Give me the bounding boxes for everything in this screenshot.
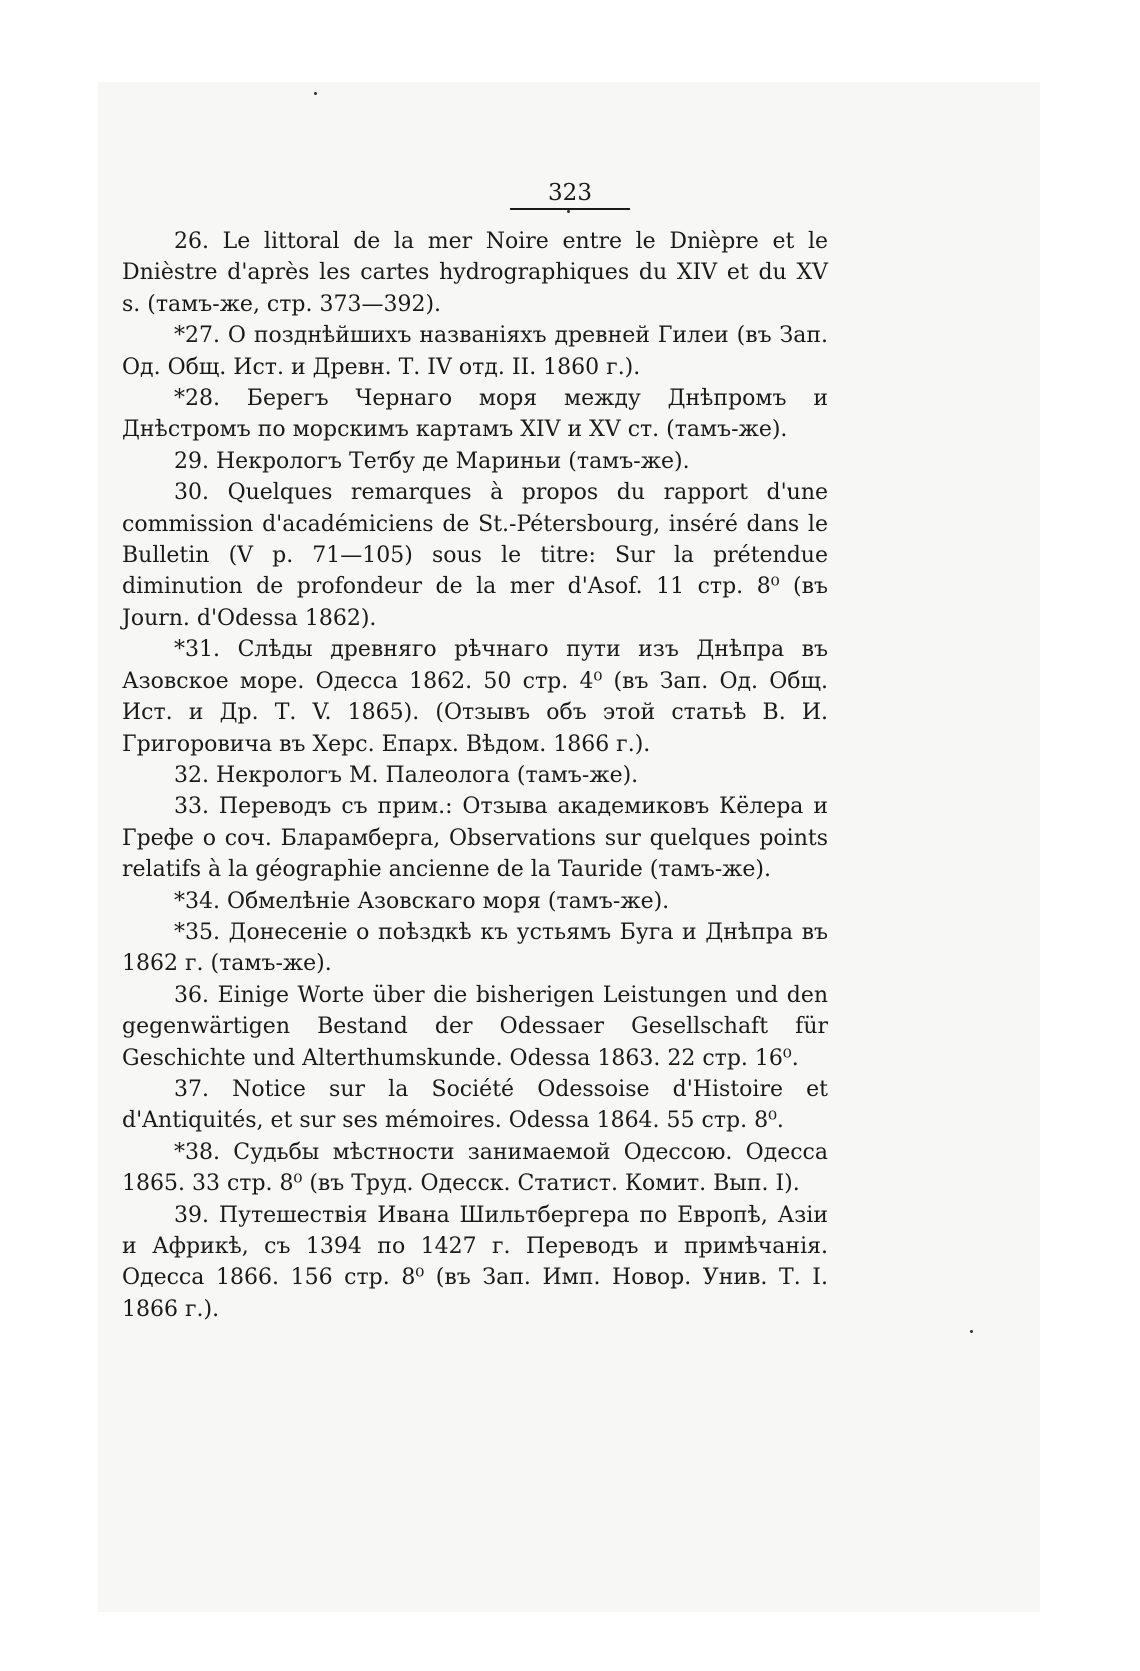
entry-number: 27. — [185, 323, 220, 349]
entry-text: Le littoral de la mer Noire entre le Dnièpre et le Dnièstre d'après les cartes hydrographiques du XIV et du XV s. (тамъ-же, стр. 373—392). — [122, 229, 829, 317]
entry-text: Путешествія Ивана Шильтбергера по Европѣ, Азіи и Африкѣ, съ 1394 по 1427 г. Переводъ и примѣчанія. Одесса 1866. 156 стр. 8⁰ (въ Зап. Имп. Новор. Унив. Т. I. 1866 г.). — [122, 1202, 829, 1322]
entry-26 — [122, 226, 828, 320]
ink-speck — [970, 1330, 973, 1333]
entry-text: Судьбы мѣстности занимаемой Одессою. Одесса 1865. 33 стр. 8⁰ (въ Труд. Одесск. Статист. Комит. Вып. I). — [122, 1139, 828, 1197]
entry-number: 31. — [185, 637, 220, 663]
entry-number: 35. — [185, 919, 220, 945]
entry-text: Обмелѣніе Азовскаго моря (тамъ-же). — [227, 888, 670, 914]
entry-number: 37. — [174, 1076, 209, 1102]
entry-number: 34. — [185, 888, 220, 914]
entry-text: Берегъ Чернаго моря между Днѣпромъ и Днѣстромъ по морскимъ картамъ XIV и XV ст. (тамъ-же). — [122, 386, 828, 443]
ink-speck — [314, 92, 317, 95]
entry-text: Einige Worte über die bisherigen Leistungen und den gegenwärtigen Bestand der Odessaer Gesellschaft für Geschichte und Alterthumskunde. Odessa 1863. 22 стр. 16⁰. — [122, 982, 829, 1071]
entry-36 — [122, 980, 828, 1074]
entry-39 — [122, 1200, 828, 1326]
entry-text: Некрологъ Тетбу де Мариньи (тамъ-же). — [216, 448, 690, 474]
entry-number: 28. — [185, 386, 220, 412]
entry-30 — [122, 477, 828, 634]
entry-number: 38. — [185, 1139, 220, 1165]
entry-number: 32. — [174, 762, 209, 788]
entry-number: 39. — [174, 1202, 209, 1228]
entry-text: Quelques remarques à propos du rapport d'une commission d'académiciens de St.-Pétersbourg, inséré dans le Bulletin (V p. 71—105) sous le titre: Sur la prétendue diminution de profondeur de la mer d'Asof. 11 стр. 8⁰ (въ Journ. d'Odessa 1862). — [122, 480, 829, 631]
entry-star: * — [174, 386, 185, 412]
entry-37 — [122, 1074, 828, 1137]
entry-star: * — [174, 919, 185, 945]
entry-28 — [122, 383, 828, 446]
entry-text: Notice sur la Société Odessoise d'Histoire et d'Antiquités, et sur ses mémoires. Odessa 1864. 55 стр. 8⁰. — [122, 1076, 829, 1134]
entry-31 — [122, 634, 828, 760]
entry-text: Слѣды древняго рѣчнаго пути изъ Днѣпра въ Азовское море. Одесса 1862. 50 стр. 4⁰ (въ Зап. Од. Общ. Ист. и Др. Т. V. 1865). (Отзывъ объ этой статьѣ В. И. Григоровича въ Херс. Епарх. Вѣдом. 1866 г.). — [122, 637, 828, 757]
page-number: 323 — [548, 180, 592, 206]
entry-number: 29. — [174, 448, 209, 474]
entry-number: 26. — [174, 229, 209, 254]
bibliography-list — [122, 226, 828, 1325]
page-number-rule — [510, 208, 630, 210]
entry-text: О позднѣйшихъ названіяхъ древней Гилеи (въ Зап. Од. Общ. Ист. и Древн. Т. IV отд. II. 1860 г.). — [122, 323, 828, 380]
entry-35 — [122, 917, 828, 980]
entry-34 — [122, 886, 828, 917]
entry-33 — [122, 791, 828, 885]
entry-star: * — [174, 1139, 185, 1165]
entry-29 — [122, 446, 828, 477]
entry-number: 36. — [174, 982, 209, 1008]
entry-star: * — [174, 637, 185, 663]
entry-27 — [122, 320, 828, 383]
entry-text: Донесеніе о поѣздкѣ къ устьямъ Буга и Днѣпра въ 1862 г. (тамъ-же). — [122, 919, 828, 977]
entry-star: * — [174, 323, 185, 349]
entry-text: Некрологъ М. Палеолога (тамъ-же). — [216, 762, 639, 788]
entry-text: Переводъ съ прим.: Отзыва академиковъ Кёлера и Грефе о соч. Бларамберга, Observations sur quelques points relatifs à la géographie ancienne de la Tauride (тамъ-же). — [122, 794, 828, 883]
entry-number: 33. — [174, 794, 209, 820]
ink-speck — [567, 210, 570, 213]
entry-star: * — [174, 888, 185, 914]
entry-32 — [122, 760, 828, 791]
entry-number: 30. — [174, 480, 209, 506]
entry-38 — [122, 1137, 828, 1200]
